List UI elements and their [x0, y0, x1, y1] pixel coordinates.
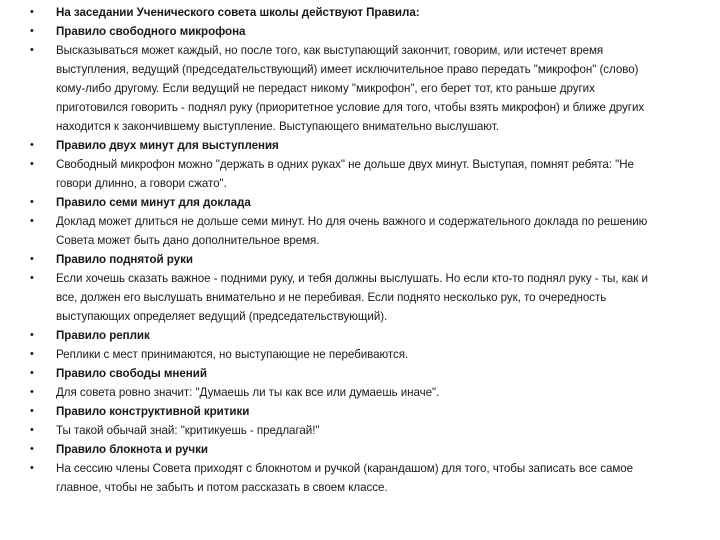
list-item-rule-body	[0, 41, 668, 136]
list-item-rule-body	[0, 459, 668, 497]
rule-body-constructive-criticism: Ты такой обычай знай: "критикуешь - предлагай!"	[56, 424, 320, 437]
rule-heading-notebook-and-pen: Правило блокнота и ручки	[56, 443, 208, 456]
rule-body-remarks: Реплики с мест принимаются, но выступающие не перебиваются.	[56, 348, 409, 361]
bullet-icon: •	[30, 386, 34, 398]
intro-heading: На заседании Ученического совета школы действуют Правила:	[56, 6, 420, 19]
rule-body-freedom-of-opinion: Для совета ровно значит: "Думаешь ли ты как все или думаешь иначе".	[56, 386, 440, 399]
list-item-rule-heading	[0, 250, 668, 269]
list-item-rule-heading	[0, 440, 668, 459]
list-item-rule-body	[0, 212, 668, 250]
bullet-icon: •	[30, 6, 34, 18]
bullet-icon: •	[30, 329, 34, 341]
rule-heading-free-microphone: Правило свободного микрофона	[56, 25, 246, 38]
list-item-rule-heading	[0, 364, 668, 383]
rule-heading-constructive-criticism: Правило конструктивной критики	[56, 405, 250, 418]
list-item-rule-body	[0, 383, 668, 402]
list-item-rule-heading	[0, 402, 668, 421]
list-item-rule-body	[0, 345, 668, 364]
bullet-icon: •	[30, 158, 34, 170]
bullet-icon: •	[30, 424, 34, 436]
rules-list	[0, 3, 720, 497]
bullet-icon: •	[30, 462, 34, 474]
list-item-rule-body	[0, 155, 668, 193]
list-item-rule-heading	[0, 326, 668, 345]
bullet-icon: •	[30, 215, 34, 227]
bullet-icon: •	[30, 367, 34, 379]
rule-heading-seven-minutes: Правило семи минут для доклада	[56, 196, 251, 209]
bullet-icon: •	[30, 443, 34, 455]
rule-body-two-minutes: Свободный микрофон можно "держать в одних руках" не дольше двух минут. Выступая, помнят ребята: "Не говори длинно, а говори сжато".	[56, 158, 634, 190]
bullet-icon: •	[30, 253, 34, 265]
rule-body-seven-minutes: Доклад может длиться не дольше семи минут. Но для очень важного и содержательного доклада по решению Совета может быть дано дополнительное время.	[56, 215, 648, 247]
rule-heading-remarks: Правило реплик	[56, 329, 150, 342]
list-item-intro	[0, 3, 668, 22]
rule-body-notebook-and-pen: На сессию члены Совета приходят с блокнотом и ручкой (карандашом) для того, чтобы записать все самое главное, чтобы не забыть и потом рассказать в своем классе.	[56, 462, 634, 494]
rule-heading-raised-hand: Правило поднятой руки	[56, 253, 193, 266]
rule-body-raised-hand: Если хочешь сказать важное - подними руку, и тебя должны выслушать. Но если кто-то поднял руку - ты, как и все, должен его выслушать внимательно и не перебивая. Если поднято несколько рук, то очередность выступающих определяет ведущий (председательствующий).	[56, 272, 648, 323]
rule-body-free-microphone: Высказываться может каждый, но после того, как выступающий закончит, говорим, или истечет время выступления, ведущий (председательствующий) имеет исключительное право передать "микрофон" (слово) кому-либо другому. Если ведущий не передаст никому "микрофон", его берет тот, кто раньше других приготовился говорить - поднял руку (приоритетное условие для того, чтобы взять микрофон) и ближе других находится к закончившему выступление. Выступающего внимательно выслушают.	[56, 44, 645, 133]
bullet-icon: •	[30, 348, 34, 360]
list-item-rule-heading	[0, 22, 668, 41]
bullet-icon: •	[30, 25, 34, 37]
bullet-icon: •	[30, 139, 34, 151]
list-item-rule-heading	[0, 193, 668, 212]
list-item-rule-body	[0, 269, 668, 326]
bullet-icon: •	[30, 44, 34, 56]
bullet-icon: •	[30, 272, 34, 284]
rule-heading-two-minutes: Правило двух минут для выступления	[56, 139, 279, 152]
bullet-icon: •	[30, 196, 34, 208]
bullet-icon: •	[30, 405, 34, 417]
list-item-rule-heading	[0, 136, 668, 155]
list-item-rule-body	[0, 421, 668, 440]
rule-heading-freedom-of-opinion: Правило свободы мнений	[56, 367, 207, 380]
